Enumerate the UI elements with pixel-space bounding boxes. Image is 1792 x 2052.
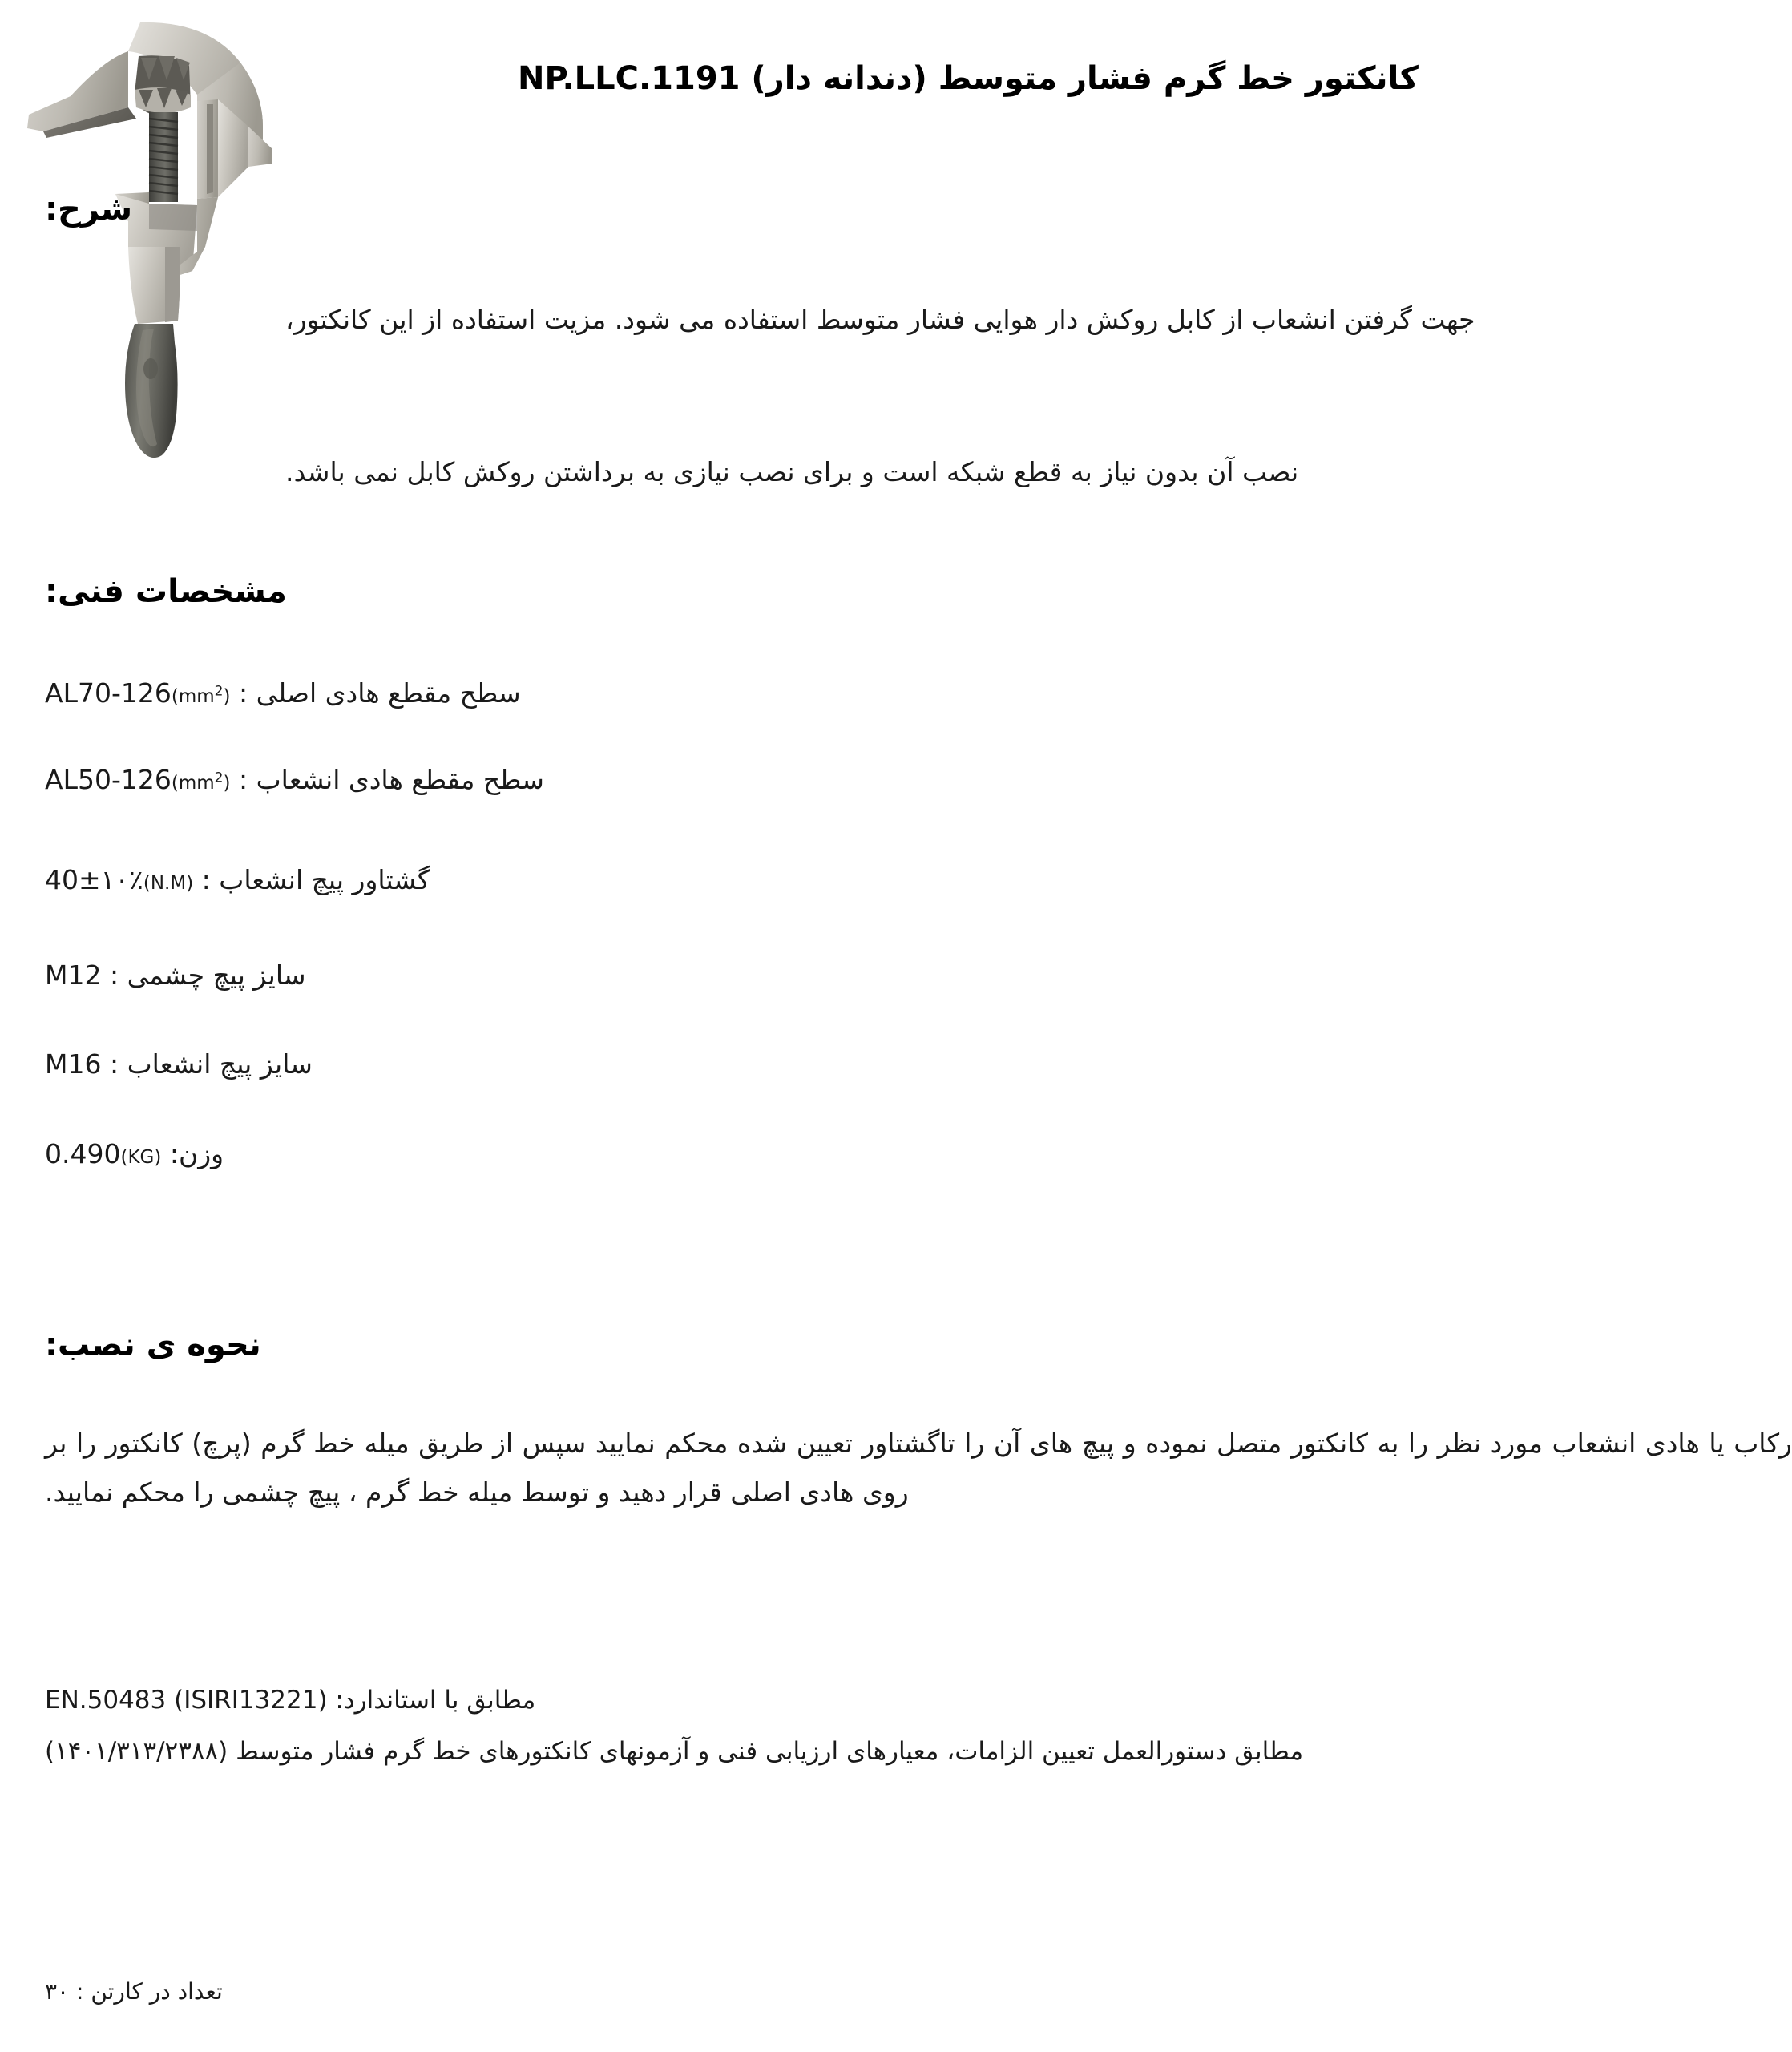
spec-unit: $(mm^2)$ [171,683,231,707]
spec-label: گشتاور پیچ انشعاب : [201,864,430,895]
description-heading: شرح: [45,191,133,228]
standard-compliance-line: مطابق با استاندارد: (ISIRI13221) EN.50483 [45,1686,536,1715]
spec-value: M16 [45,1048,102,1080]
page-title [510,58,1792,99]
spec-label: سطح مقطع هادی انشعاب : [238,764,544,795]
spec-value: AL50-126 [45,764,172,795]
spec-row [45,764,1792,795]
spec-value: AL70-126 [45,677,172,709]
spec-row [45,959,1792,991]
spec-row [45,864,1792,895]
clamp-connector-illustration [8,6,281,568]
spec-label: وزن: [169,1138,224,1169]
product-image [8,6,281,568]
description-paragraph-2: نصب آن بدون نیاز به قطع شبکه است و برای نصب نیازی به برداشتن روکش کابل نمی باشد. [285,456,1299,487]
spec-value: 0.490 [45,1138,121,1169]
spec-unit: (N.M) [143,873,194,894]
spec-row [45,677,1792,709]
spec-unit: $(mm^2)$ [171,770,231,794]
spec-label: سایز پیچ انشعاب : [109,1048,313,1080]
spec-row [45,1048,1792,1080]
description-paragraph-1: جهت گرفتن انشعاب از کابل روکش دار هوایی فشار متوسط استفاده می شود. مزیت استفاده از این کانکتور، [285,304,1475,335]
installation-heading: نحوه ی نصب: [45,1327,261,1363]
spec-row [45,1138,1792,1169]
spec-label: سطح مقطع هادی اصلی : [238,677,521,709]
installation-paragraph: رکاب یا هادی انشعاب مورد نظر را به کانکتور متصل نموده و پیچ های آن را تاگشتاور تعیین شده محکم نمایید سپس از طریق میله خط گرم (پرچ) کانکتور را بر روی هادی اصلی قرار دهید و توسط میله خط گرم ، پیچ چشمی را محکم نمایید. [45,1428,1792,1509]
spec-label: سایز پیچ چشمی : [109,959,306,991]
spec-value: 40±۱۰٪ [45,864,143,895]
spec-unit: (KG) [120,1147,162,1168]
spec-value: M12 [45,959,102,991]
product-title: کانکتور خط گرم فشار متوسط (دندانه دار) NP.LLC.1191 [518,60,1419,97]
carton-quantity: تعداد در کارتن : ۳۰ [45,1978,223,2005]
specs-heading: مشخصات فنی: [45,573,287,610]
standard-directive-line: مطابق دستورالعمل تعیین الزامات، معیارهای ارزیابی فنی و آزمونهای کانکتورهای خط گرم فشار متوسط (۱۴۰۱/۳۱۳/۲۳۸۸) [45,1737,1304,1766]
